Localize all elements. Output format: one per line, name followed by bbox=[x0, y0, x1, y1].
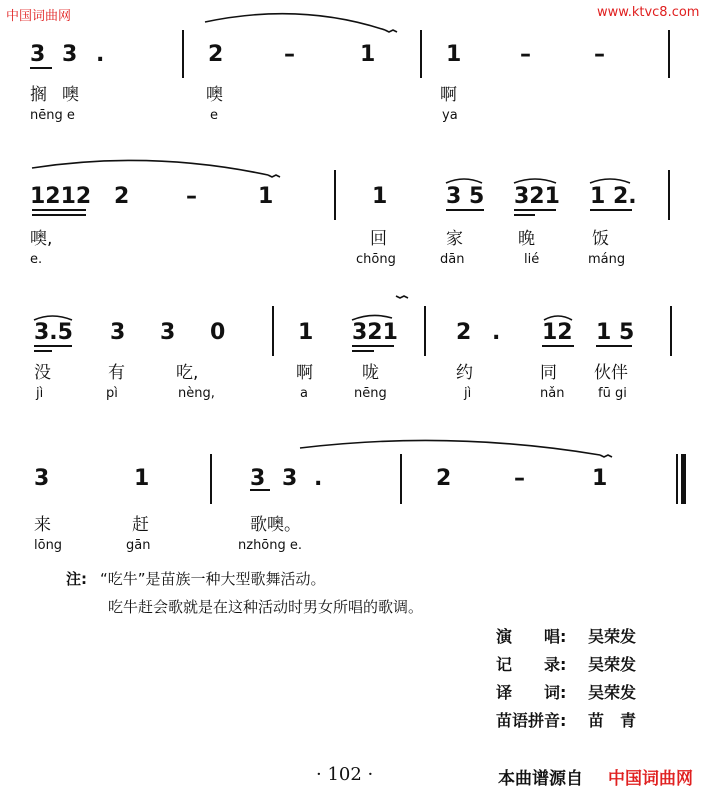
note: 3 bbox=[160, 320, 176, 345]
footer-site-link[interactable]: 中国词曲网 bbox=[608, 769, 693, 789]
note: . bbox=[314, 466, 323, 491]
pinyin: nzhōng e. bbox=[238, 538, 303, 553]
slur-arc bbox=[32, 160, 268, 175]
credit-name: 苗 青 bbox=[588, 711, 637, 730]
pinyin: nēng e bbox=[30, 108, 75, 123]
slur-arc bbox=[300, 440, 600, 455]
note: 3 bbox=[34, 466, 50, 491]
lyric: 啊 bbox=[296, 363, 313, 383]
note: 12 bbox=[542, 320, 573, 345]
lyric: 歌噢。 bbox=[250, 515, 301, 535]
pinyin: jì bbox=[36, 386, 44, 401]
bar-line bbox=[210, 454, 212, 504]
note: 0 bbox=[210, 320, 226, 345]
lyric: 有 bbox=[108, 363, 125, 383]
credit-name: 吴荣发 bbox=[588, 683, 637, 702]
tie-arc bbox=[514, 179, 556, 183]
lyric: 噢 bbox=[206, 85, 223, 105]
pinyin: nēng bbox=[354, 386, 387, 401]
lyric: 咙 bbox=[362, 363, 379, 383]
bar-line bbox=[668, 30, 670, 78]
note: 321 bbox=[352, 320, 398, 345]
pinyin: lōng bbox=[34, 538, 63, 553]
watermark-right: www.ktvc8.com bbox=[597, 5, 700, 20]
bar-line bbox=[182, 30, 184, 78]
note: 1 bbox=[372, 184, 388, 209]
pinyin: fū gi bbox=[598, 386, 627, 401]
pinyin: pì bbox=[106, 386, 118, 401]
note: 3 bbox=[62, 42, 78, 67]
pinyin: a bbox=[300, 386, 308, 401]
pinyin: e. bbox=[30, 252, 43, 267]
credit-role: 苗语拼音: bbox=[496, 711, 567, 730]
note: 1 bbox=[446, 42, 462, 67]
note: 1 bbox=[298, 320, 314, 345]
note: 3 bbox=[30, 42, 46, 67]
note: 1 bbox=[134, 466, 150, 491]
pinyin: e bbox=[210, 108, 218, 123]
pinyin: gān bbox=[126, 538, 151, 553]
pinyin: nèng, bbox=[178, 386, 215, 401]
lyric: 同 bbox=[540, 363, 557, 383]
slur-arc bbox=[205, 14, 385, 30]
lyric: 约 bbox=[456, 363, 473, 383]
note: 3 bbox=[110, 320, 126, 345]
note: . bbox=[492, 320, 501, 345]
note-line-1: “吃牛”是苗族一种大型歌舞活动。 bbox=[100, 570, 326, 588]
note: 1 bbox=[360, 42, 376, 67]
note: 3.5 bbox=[34, 320, 73, 345]
note: 2 bbox=[114, 184, 130, 209]
pinyin: chōng bbox=[356, 252, 396, 267]
lyric: 饭 bbox=[592, 229, 609, 249]
note: 2 bbox=[456, 320, 472, 345]
pinyin: jì bbox=[464, 386, 472, 401]
tremolo-mark bbox=[600, 455, 612, 457]
watermark-left: 中国词曲网 bbox=[6, 9, 72, 24]
footer-source: 本曲谱源自 bbox=[498, 769, 583, 789]
note-label: 注: bbox=[66, 570, 87, 588]
lyric: 家 bbox=[446, 229, 463, 249]
lyric: 噢 bbox=[62, 85, 79, 105]
tremolo-mark bbox=[385, 30, 397, 32]
credit-role: 译 词: bbox=[496, 683, 567, 702]
pinyin: ya bbox=[442, 108, 458, 123]
note: 1 5 bbox=[596, 320, 635, 345]
lyric: 啊 bbox=[440, 85, 457, 105]
tie-arc bbox=[590, 179, 630, 183]
note: – bbox=[284, 42, 295, 67]
bar-line bbox=[334, 170, 336, 220]
note: 321 bbox=[514, 184, 560, 209]
credit-role: 演 唱: bbox=[496, 627, 567, 646]
credit-name: 吴荣发 bbox=[588, 627, 637, 646]
note: – bbox=[594, 42, 605, 67]
note: 2 bbox=[208, 42, 224, 67]
note: 1 bbox=[258, 184, 274, 209]
note: 2 bbox=[436, 466, 452, 491]
pinyin: lié bbox=[524, 252, 540, 267]
bar-line bbox=[420, 30, 422, 78]
note: 3 bbox=[250, 466, 266, 491]
note: – bbox=[520, 42, 531, 67]
pinyin: máng bbox=[588, 252, 626, 267]
bar-line bbox=[400, 454, 402, 504]
tremolo-mark bbox=[396, 296, 408, 298]
lyric: 没 bbox=[34, 363, 51, 383]
note: 1 2. bbox=[590, 184, 637, 209]
lyric: 噢, bbox=[30, 229, 53, 249]
bar-line bbox=[424, 306, 426, 356]
bar-line bbox=[272, 306, 274, 356]
lyric: 吃, bbox=[176, 363, 199, 383]
lyric: 赶 bbox=[132, 515, 149, 535]
note: . bbox=[96, 42, 105, 67]
lyric: 伙伴 bbox=[594, 363, 628, 383]
lyric: 回 bbox=[370, 229, 387, 249]
final-bar-thin bbox=[676, 454, 678, 504]
page-number: · 102 · bbox=[316, 764, 374, 785]
bar-line bbox=[668, 170, 670, 220]
bar-line bbox=[670, 306, 672, 356]
note: – bbox=[514, 466, 525, 491]
lyric: 搁 bbox=[30, 85, 47, 105]
pinyin: nǎn bbox=[540, 386, 565, 401]
credit-role: 记 录: bbox=[496, 655, 567, 674]
note: 3 bbox=[282, 466, 298, 491]
lyric: 来 bbox=[34, 515, 51, 535]
final-bar-thick bbox=[681, 454, 686, 504]
note: 1 bbox=[592, 466, 608, 491]
pinyin: dān bbox=[440, 252, 465, 267]
note-line-2: 吃牛赶会歌就是在这种活动时男女所唱的歌调。 bbox=[108, 598, 424, 616]
note: – bbox=[186, 184, 197, 209]
note: 1212 bbox=[30, 184, 92, 209]
tremolo-mark bbox=[268, 175, 280, 177]
tie-arc bbox=[446, 179, 482, 183]
lyric: 晚 bbox=[518, 229, 535, 249]
note: 3 5 bbox=[446, 184, 485, 209]
credit-name: 吴荣发 bbox=[588, 655, 637, 674]
